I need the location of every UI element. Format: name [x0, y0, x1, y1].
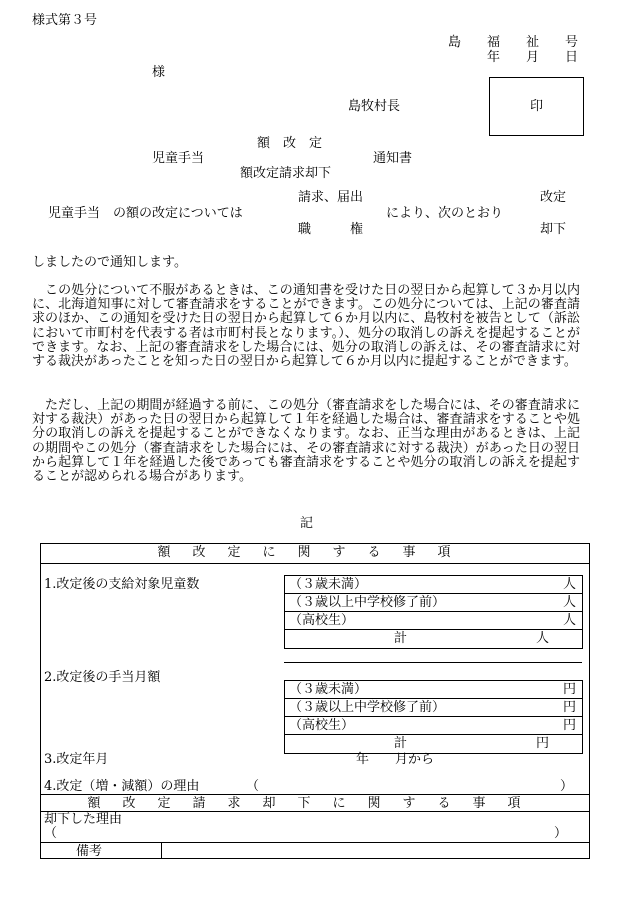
item1-total-label: 計	[394, 631, 408, 646]
intro-tail: しましたので通知します。	[32, 255, 187, 270]
rejection-open-paren: （	[44, 826, 58, 841]
rejection-heading-top	[40, 794, 589, 795]
rejection-heading-bottom	[40, 811, 589, 812]
item1-middle-label: （３歳以上中学校修了前）	[289, 595, 446, 610]
item4-label: 4.改定（増・減額）の理由	[44, 779, 200, 794]
issue-date: 年 月 日	[486, 50, 578, 65]
item2-label: 2.改定後の手当月額	[44, 670, 161, 685]
item2-under3-label: （３歳未満）	[289, 682, 368, 697]
reason-request: 請求、届出	[298, 190, 364, 205]
seal-mark: 印	[530, 99, 544, 114]
item2-total-label: 計	[394, 736, 408, 751]
item2-highschool-unit: 円	[563, 718, 577, 733]
rejection-close-paren: ）	[554, 826, 568, 841]
item2-row-divider-2	[284, 716, 582, 717]
addressee-suffix: 様	[152, 65, 166, 80]
heading-revision-text: 額改定に関する事項	[157, 545, 473, 560]
item2-under3-unit: 円	[563, 682, 577, 697]
issuer-name: 島牧村長	[348, 99, 401, 114]
result-rejected: 却下	[540, 222, 567, 237]
item2-middle-label: （３歳以上中学校修了前）	[289, 700, 446, 715]
item3-label: 3.改定年月	[44, 752, 109, 767]
document-number: 島 福 祉 号	[447, 35, 578, 50]
title-child-allowance: 児童手当	[152, 151, 205, 166]
appeal-paragraph-1: この処分について不服があるときは、この通知書を受けた日の翌日から起算して３か月以内に、北海道知事に対して審査請求をすることができます。この処分については、上記の審査請求のほか、この通知を受けた日の翌日から起算して６か月以内に、島牧村を被告として（訴訟において市町村を代表する者は市町村長となります。）、処分の取消しの訴えを提起することができます。なお、上記の審査請求をした場合には、処分の取消しの訴えは、その審査請求に対する裁決があったことを知った日の翌日から起算して６か月以内に提起することができます。	[32, 283, 580, 370]
ki-heading: 記	[300, 516, 314, 531]
reason-authority: 職 権	[298, 222, 364, 237]
remarks-column-divider	[161, 842, 162, 858]
item3-value: 年 月から	[356, 752, 435, 767]
heading-revision-matters	[40, 546, 590, 559]
item2-row-divider-3	[284, 734, 582, 735]
item1-total-unit: 人	[536, 631, 550, 646]
item2-total-unit: 円	[536, 736, 550, 751]
heading-divider	[40, 563, 589, 564]
heading-rejection-text: 額改定請求却下に関する事項	[87, 796, 543, 811]
rejection-reason-label: 却下した理由	[44, 812, 123, 827]
appeal-paragraph-2: ただし、上記の期間が経過する前に、この処分（審査請求をした場合には、その審査請求に対する裁決）があった日の翌日から起算して１年を経過した場合は、審査請求をすることや処分の取消しの訴えを提起することができなくなります。なお、正当な理由があるときは、上記の期間やこの処分（審査請求をした場合には、その審査請求に対する裁決）があった日の翌日から起算して１年を経過した後であっても審査請求をすることや処分の取消しの訴えを提起することが認められる場合があります。	[32, 398, 580, 485]
seal-box	[489, 77, 584, 136]
item1-row-divider-2	[284, 611, 582, 612]
item1-highschool-label: （高校生）	[289, 613, 355, 628]
form-number: 様式第３号	[32, 13, 98, 28]
item1-under3-unit: 人	[563, 577, 577, 592]
title-option-amount-revision: 額 改 定	[257, 136, 323, 151]
heading-rejection-matters	[40, 797, 590, 810]
item1-label: 1.改定後の支給対象児童数	[44, 577, 200, 592]
remarks-label: 備考	[76, 844, 103, 859]
item1-middle-unit: 人	[563, 595, 577, 610]
item1-row-divider-1	[284, 593, 582, 594]
title-notice: 通知書	[373, 151, 413, 166]
item2-middle-unit: 円	[563, 700, 577, 715]
item1-highschool-unit: 人	[563, 613, 577, 628]
remarks-divider	[40, 842, 589, 843]
item4-open-paren: （	[246, 779, 260, 794]
item2-highschool-label: （高校生）	[289, 718, 355, 733]
item4-close-paren: ）	[560, 779, 574, 794]
item2-row-divider-1	[284, 698, 582, 699]
item1-row-divider-3	[284, 629, 582, 630]
title-option-rejection: 額改定請求却下	[240, 166, 332, 181]
intro-lead: 児童手当 の額の改定については	[48, 206, 243, 221]
item-separator	[284, 662, 582, 663]
item1-under3-label: （３歳未満）	[289, 577, 368, 592]
intro-middle: により、次のとおり	[386, 206, 504, 221]
result-revised: 改定	[540, 190, 567, 205]
